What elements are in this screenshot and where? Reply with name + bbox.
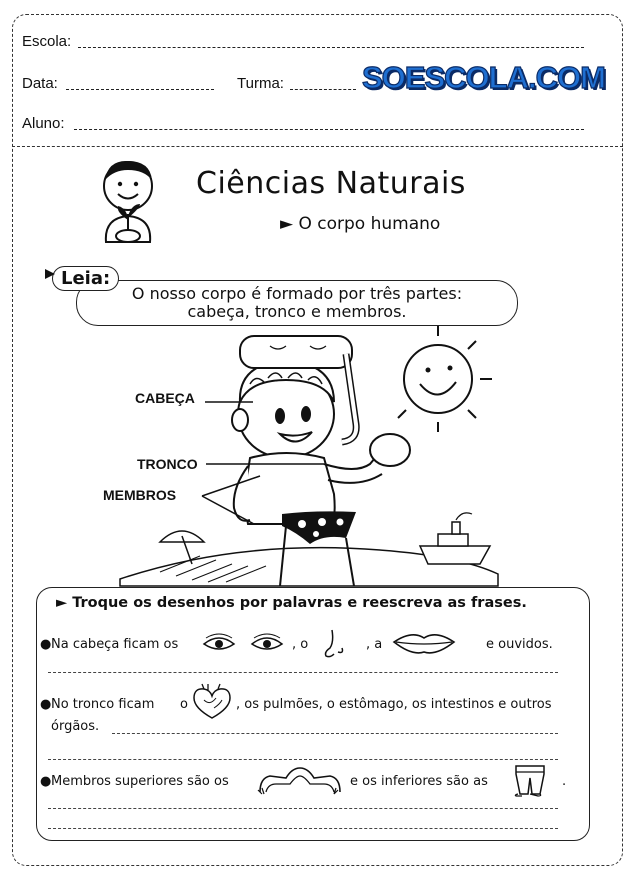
mouth-icon <box>392 630 456 656</box>
exercise-title: ► Troque os desenhos por palavras e reescreva as frases. <box>56 595 527 611</box>
soescola-logo: SOESCOLA.COM <box>362 60 605 95</box>
membros-pointer <box>200 470 300 530</box>
s1-text-a: Na cabeça ficam os <box>51 637 179 652</box>
eye-icon-2 <box>250 634 284 654</box>
data-field[interactable] <box>66 89 214 90</box>
s2-text-b: o <box>180 697 188 712</box>
page-subtitle: ► O corpo humano <box>280 214 441 234</box>
s2-text-d: órgãos. <box>51 719 100 734</box>
boy-with-plant-illustration <box>88 156 168 248</box>
s1-text-c: , a <box>366 637 383 652</box>
heart-icon <box>190 686 234 720</box>
reading-line-2: cabeça, tronco e membros. <box>187 302 407 321</box>
arms-icon <box>256 762 344 794</box>
aluno-label: Aluno: <box>22 115 65 132</box>
exercise-box <box>36 587 590 841</box>
s2-text-c: , os pulmões, o estômago, os intestinos e outros <box>236 697 552 712</box>
reading-bubble <box>76 280 518 326</box>
escola-field[interactable] <box>78 47 584 48</box>
answer-line-5[interactable] <box>48 828 558 829</box>
legs-icon <box>510 764 550 796</box>
s1-text-b: , o <box>292 637 309 652</box>
bullet-icon: ● <box>40 697 52 712</box>
answer-line-1[interactable] <box>48 672 558 673</box>
answer-line-2[interactable] <box>112 733 558 734</box>
reading-line-1: O nosso corpo é formado por três partes: <box>131 284 463 303</box>
eye-icon <box>202 634 236 654</box>
boy-at-beach-illustration <box>120 324 530 586</box>
page-title: Ciências Naturais <box>196 166 466 201</box>
label-tronco: TRONCO <box>137 456 198 472</box>
s3-text-a: Membros superiores são os <box>51 774 229 789</box>
bullet-icon: ● <box>40 637 52 652</box>
nose-icon <box>316 628 350 660</box>
s1-text-d: e ouvidos. <box>486 637 553 652</box>
data-label: Data: <box>22 75 58 92</box>
answer-line-4[interactable] <box>48 808 558 809</box>
turma-field[interactable] <box>290 89 356 90</box>
leia-tag: Leia: <box>52 266 119 291</box>
turma-label: Turma: <box>237 75 284 92</box>
label-membros: MEMBROS <box>103 487 177 503</box>
s2-text-a: No tronco ficam <box>51 697 155 712</box>
answer-line-3[interactable] <box>48 759 558 760</box>
s3-text-b: e os inferiores são as <box>350 774 488 789</box>
tronco-pointer <box>206 458 326 468</box>
s3-text-c: . <box>562 774 567 789</box>
aluno-field[interactable] <box>74 129 584 130</box>
label-cabeca: CABEÇA <box>135 390 195 406</box>
header-divider <box>12 146 623 147</box>
bullet-icon: ● <box>40 774 52 789</box>
arrow-icon <box>44 268 56 280</box>
escola-label: Escola: <box>22 33 72 50</box>
cabeca-pointer <box>205 397 255 407</box>
